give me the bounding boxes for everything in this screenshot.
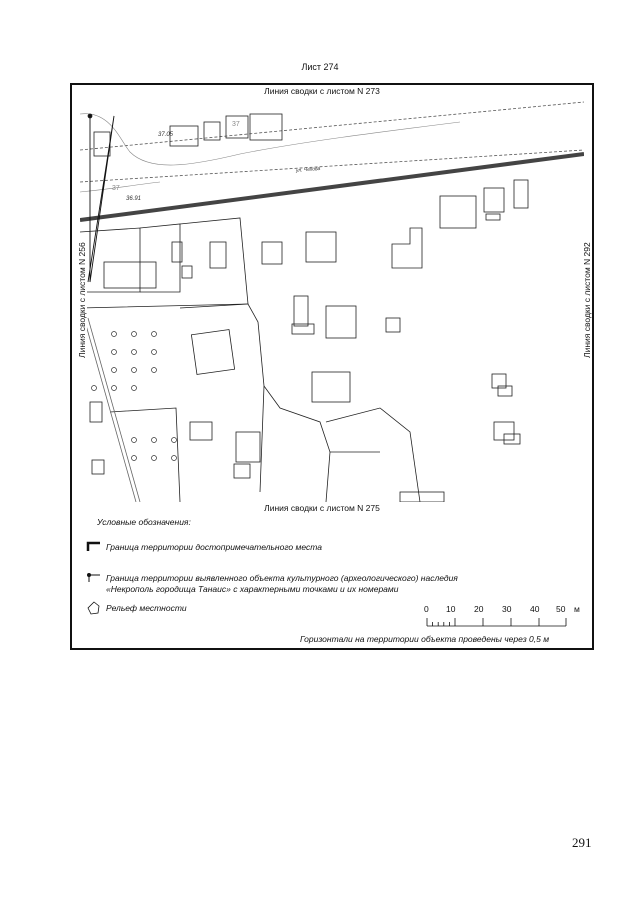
building <box>306 232 336 262</box>
elevation-label: 36.91 <box>126 196 142 202</box>
tree-symbol <box>132 350 137 355</box>
building <box>262 242 282 264</box>
building <box>191 330 234 375</box>
tree-symbol <box>132 368 137 373</box>
parcel-line <box>264 386 330 502</box>
building <box>484 188 504 212</box>
parcel-line <box>110 408 180 502</box>
street-edge-south <box>80 150 584 182</box>
elevation-label: 37.05 <box>158 132 174 138</box>
tree-symbol <box>172 456 177 461</box>
building <box>440 196 476 228</box>
building <box>90 402 102 422</box>
scale-tick-label: 0 <box>424 604 429 614</box>
parcel-line <box>180 218 248 308</box>
edge-label-right: Линия сводки с листом N 292 <box>582 242 592 358</box>
tree-symbol <box>112 386 117 391</box>
tree-symbol <box>152 368 157 373</box>
building <box>190 422 212 440</box>
parcel-line <box>326 408 420 502</box>
edge-label-left: Линия сводки с листом N 256 <box>77 242 87 358</box>
building <box>104 262 156 288</box>
tree-symbol <box>152 332 157 337</box>
legend-title: Условные обозначения: <box>97 517 191 527</box>
building <box>312 372 350 402</box>
street-label: ул. Чехова <box>295 165 321 174</box>
tree-symbol <box>112 332 117 337</box>
tree-symbol <box>152 350 157 355</box>
scale-tick-label: 30 <box>502 604 512 614</box>
tree-symbol <box>132 332 137 337</box>
boundary-point <box>88 114 92 118</box>
page-number: 291 <box>572 835 592 850</box>
heritage-boundary-icon <box>86 571 102 583</box>
tree-symbol <box>132 386 137 391</box>
tree-symbol <box>132 438 137 443</box>
building <box>294 296 308 326</box>
legend-item-heritage-boundary: Граница территории выявленного объекта культурного (археологического) наследия «Некрополь городища Танаис» с характерными точками и их номерами <box>106 573 458 594</box>
building <box>234 464 250 478</box>
building <box>210 242 226 268</box>
scale-tick-label: 20 <box>474 604 484 614</box>
tree-symbol <box>92 386 97 391</box>
building <box>386 318 400 332</box>
building <box>236 432 260 462</box>
scale-tick-label: 50 <box>556 604 566 614</box>
building <box>94 132 110 156</box>
scale-tick-label: 40 <box>530 604 540 614</box>
building <box>400 492 444 502</box>
tree-symbol <box>132 456 137 461</box>
tree-symbol <box>152 438 157 443</box>
tree-symbol <box>112 350 117 355</box>
legend-item-monument-boundary: Граница территории достопримечательного места <box>106 542 322 552</box>
edge-label-bottom: Линия сводки с листом N 275 <box>264 503 380 513</box>
building <box>326 306 356 338</box>
tree-symbol <box>152 456 157 461</box>
legend-item-relief: Рельеф местности <box>106 603 187 613</box>
edge-label-top: Линия сводки с листом N 273 <box>264 86 380 96</box>
building <box>498 386 512 396</box>
contour-label: 37 <box>112 185 120 192</box>
street-edge-north <box>80 102 584 150</box>
building <box>172 242 182 262</box>
contour-label: 37 <box>232 121 240 128</box>
building <box>250 114 282 140</box>
map-canvas <box>80 92 584 502</box>
boundary-marker <box>88 116 114 282</box>
tree-symbol <box>112 368 117 373</box>
tree-symbol <box>172 438 177 443</box>
parcel-line <box>140 224 180 292</box>
building <box>486 214 500 220</box>
parcel-line <box>80 228 140 292</box>
scale-unit: м <box>574 604 580 614</box>
building <box>92 460 104 474</box>
scale-tick-label: 10 <box>446 604 456 614</box>
building <box>504 434 520 444</box>
monument-boundary-icon <box>86 540 102 552</box>
building <box>170 126 198 146</box>
contour-line <box>80 182 160 192</box>
scale-bar <box>424 616 570 628</box>
building <box>182 266 192 278</box>
contour-line <box>80 114 460 165</box>
building <box>514 180 528 208</box>
sheet-title: Лист 274 <box>301 62 339 72</box>
building <box>392 228 422 268</box>
building <box>292 324 314 334</box>
relief-icon <box>87 601 101 615</box>
contour-interval-note: Горизонтали на территории объекта проведены через 0,5 м <box>300 634 550 644</box>
